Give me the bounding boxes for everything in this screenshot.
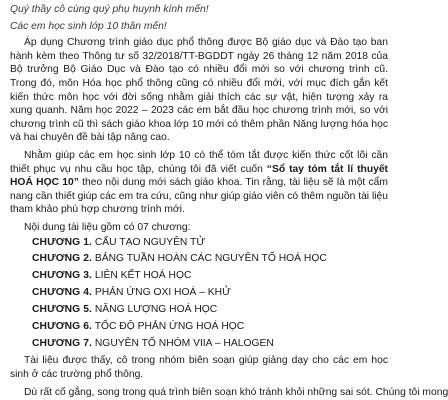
- chapter-item: [32, 337, 388, 351]
- chapter-item: [32, 252, 388, 266]
- toc-intro: Nội dung tài liệu gồm có 07 chương:: [24, 221, 191, 233]
- chapter-label: CHƯƠNG 7.: [32, 338, 92, 350]
- purpose-text-before: Nhằm giúp các em học sinh lớp 10 có thể tóm tắt được kiến thức cốt lõi cần thiết phục vụ nhu cầu học tập, chúng tôi đã viết cuốn: [10, 149, 388, 175]
- chapter-item: [32, 269, 388, 283]
- intro-paragraph: Áp dụng Chương trình giáo dục phổ thông được Bộ giáo dục và Đào tạo ban hành kèm theo Thông tư số 32/2018/TT-BGDDT ngày 26 tháng 12 năm 2018 của Bộ trưởng Bộ Giáo Dục và Đào tạo có nhiều đổi mới so với chương trình cũ. Trong đó, môn Hóa học phổ thông cũng có nhiều đổi mới, với mục đích gắn kết kiến thức môn học với đời sống nhằm giải thích các sự vật, hiện tượng xảy ra xung quanh. Năm học 2022 – 2023 các em bắt đầu học chương trình mới, so với chương trình cũ thì sách giáo khoa lớp 10 mới có thêm phần Năng lượng hóa học và hai chuyên đề bài tập nâng cao.: [10, 37, 388, 144]
- chapter-item: [32, 303, 388, 317]
- chapter-title: NĂNG LƯỢNG HOÁ HỌC: [94, 304, 218, 316]
- purpose-paragraph: [10, 149, 388, 217]
- chapter-label: CHƯƠNG 6.: [32, 321, 92, 333]
- chapter-title: NGUYÊN TỐ NHÓM VIIA – HALOGEN: [94, 338, 274, 350]
- chapter-item: [32, 236, 388, 250]
- chapter-title: TỐC ĐỘ PHẢN ỨNG HOÁ HỌC: [94, 321, 245, 333]
- greeting-teachers-parents: Quý thầy cô cùng quý phụ huynh kính mến!: [10, 4, 209, 15]
- chapter-item: [32, 286, 388, 300]
- chapter-title: PHẢN ỨNG OXI HOÁ – KHỬ: [94, 287, 231, 299]
- chapter-title: BẢNG TUẦN HOÀN CÁC NGUYÊN TỐ HOÁ HỌC: [94, 253, 327, 265]
- chapter-list: [32, 236, 388, 352]
- greeting-students: Các em học sinh lớp 10 thân mến!: [10, 20, 167, 32]
- book-title: “Sổ tay tóm tắt lí thuyết HOÁ HỌC 10”: [10, 163, 388, 189]
- chapter-label: CHƯƠNG 5.: [32, 304, 92, 316]
- chapter-label: CHƯƠNG 2.: [32, 253, 92, 265]
- usage-paragraph: Tài liệu được thấy, cô trong nhóm biên soạn giúp giảng dạy cho các em học sinh ở các trường phổ thông.: [10, 355, 388, 380]
- closing-paragraph: Dù rất cố gắng, song trong quá trình biên soạn khó tránh khỏi những sai sót. Chúng tôi mong: [24, 386, 448, 398]
- chapter-label: CHƯƠNG 3.: [32, 270, 92, 282]
- chapter-label: CHƯƠNG 4.: [32, 287, 92, 299]
- purpose-text-after: theo nội dung mới sách giáo khoa. Tin rằng, tài liệu sẽ là một cẩm nang cần thiết giúp các em tra cứu, cũng như giúp giáo viên có thêm nguồn tài liệu tham khảo phù hợp chương trình mới.: [10, 177, 388, 216]
- chapter-title: LIÊN KẾT HOÁ HỌC: [94, 270, 192, 282]
- chapter-title: CẤU TẠO NGUYÊN TỬ: [94, 236, 206, 248]
- chapter-item: [32, 320, 388, 334]
- chapter-label: CHƯƠNG 1.: [32, 236, 92, 248]
